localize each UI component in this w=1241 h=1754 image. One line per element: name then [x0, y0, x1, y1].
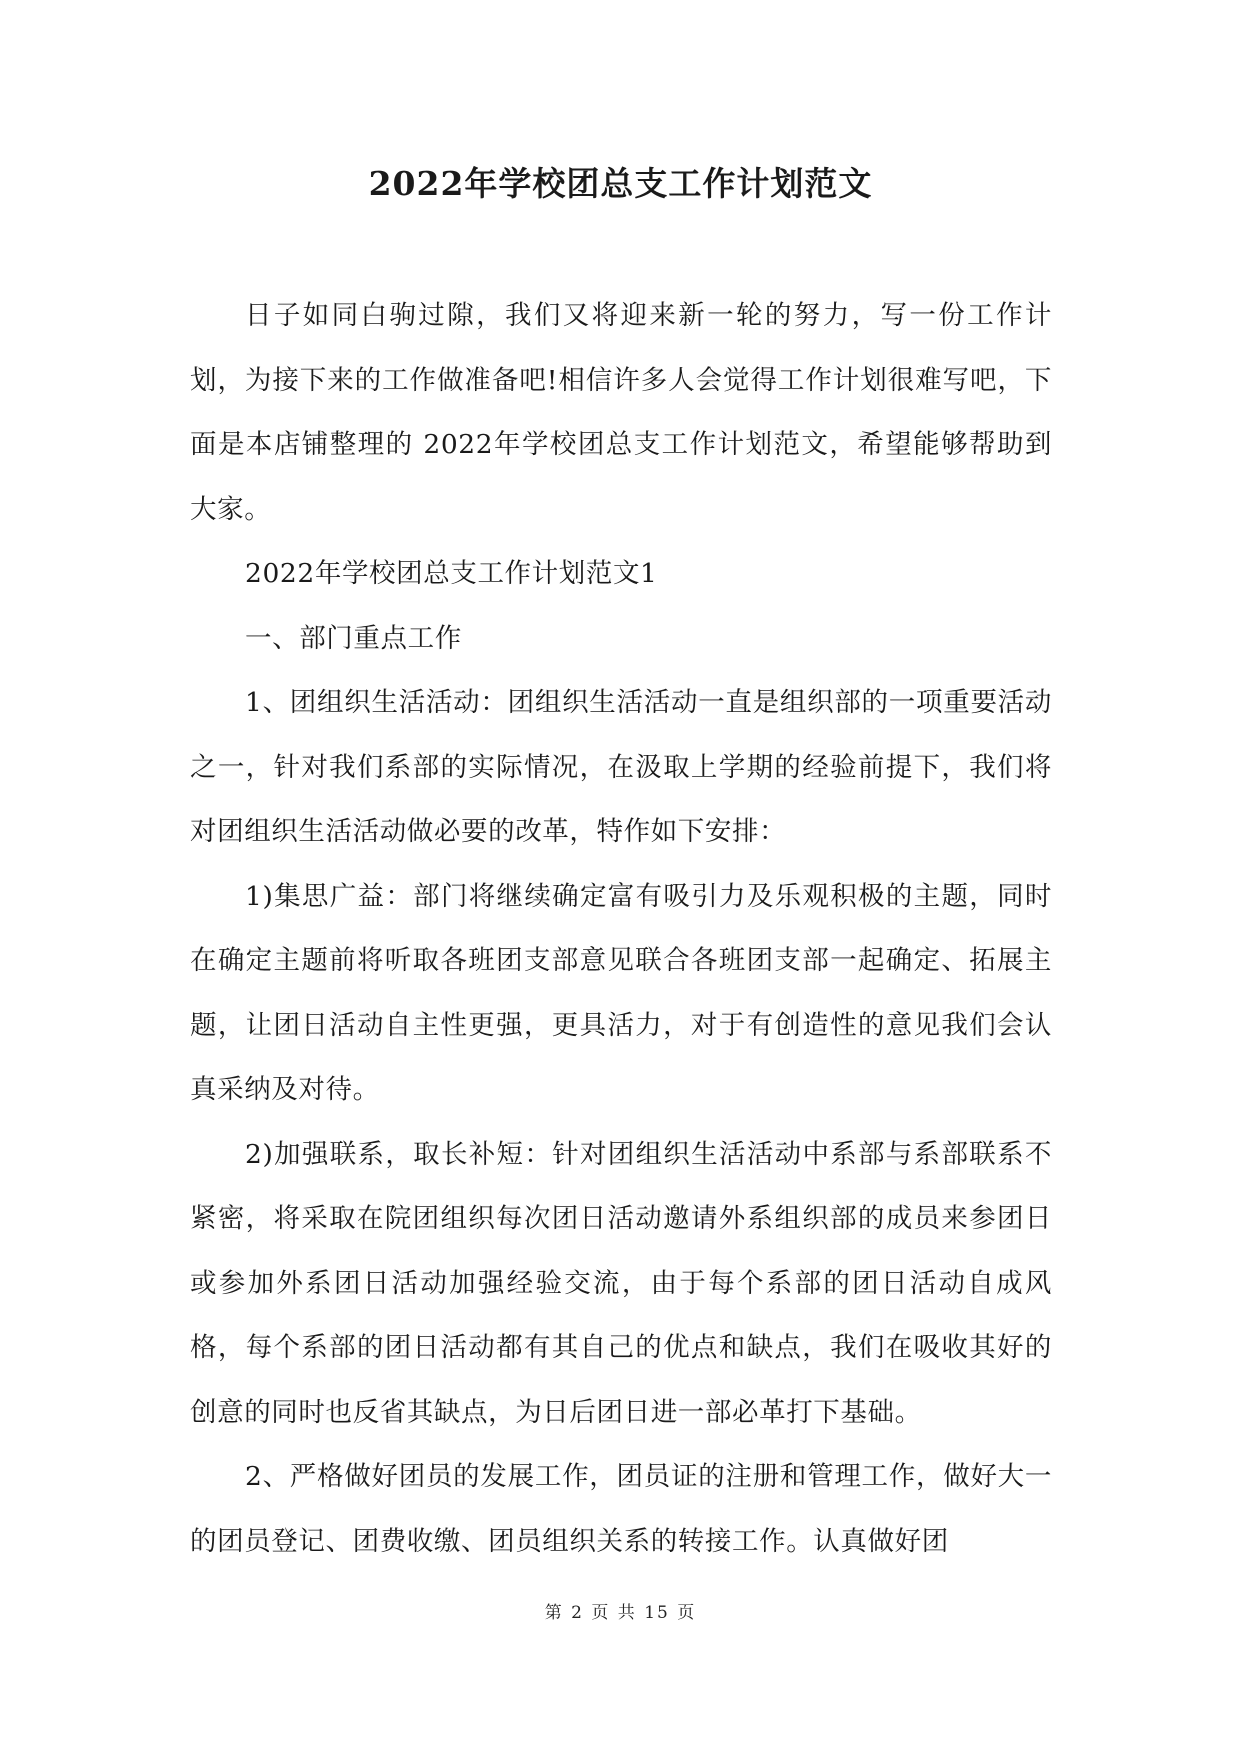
paragraph-subheading: 一、部门重点工作 — [245, 622, 462, 654]
paragraph-item-1: 1、团组织生活活动：团组织生活活动一直是组织部的一项重要活动之一，针对我们系部的实际情况，在汲取上学期的经验前提下，我们将对团组织生活活动做必要的改革，特作如下安排： — [190, 687, 1052, 847]
paragraph-subitem-1: 1)集思广益：部门将继续确定富有吸引力及乐观积极的主题，同时在确定主题前将听取各班团支部意见联合各班团支部一起确定、拓展主题，让团日活动自主性更强，更具活力，对于有创造性的意见我们会认真采纳及对待。 — [190, 880, 1052, 1105]
paragraph-section-heading: 2022年学校团总支工作计划范文1 — [245, 558, 658, 589]
document-body — [190, 284, 1052, 1574]
paragraph-intro: 日子如同白驹过隙，我们又将迎来新一轮的努力，写一份工作计划，为接下来的工作做准备吧!相信许多人会觉得工作计划很难写吧，下面是本店铺整理的 2022年学校团总支工作计划范文，希望能够帮助到大家。 — [190, 300, 1052, 525]
paragraph-item-2: 2、严格做好团员的发展工作，团员证的注册和管理工作，做好大一的团员登记、团费收缴、团员组织关系的转接工作。认真做好团 — [190, 1461, 1052, 1557]
document-title: 2022年学校团总支工作计划范文 — [368, 164, 873, 203]
paragraph-subitem-2: 2)加强联系，取长补短：针对团组织生活活动中系部与系部联系不紧密，将采取在院团组织每次团日活动邀请外系组织部的成员来参团日或参加外系团日活动加强经验交流，由于每个系部的团日活动自成风格，每个系部的团日活动都有其自己的优点和缺点，我们在吸收其好的创意的同时也反省其缺点，为日后团日进一部必革打下基础。 — [190, 1138, 1052, 1428]
page-number-footer: 第 2 页 共 15 页 — [544, 1603, 697, 1623]
